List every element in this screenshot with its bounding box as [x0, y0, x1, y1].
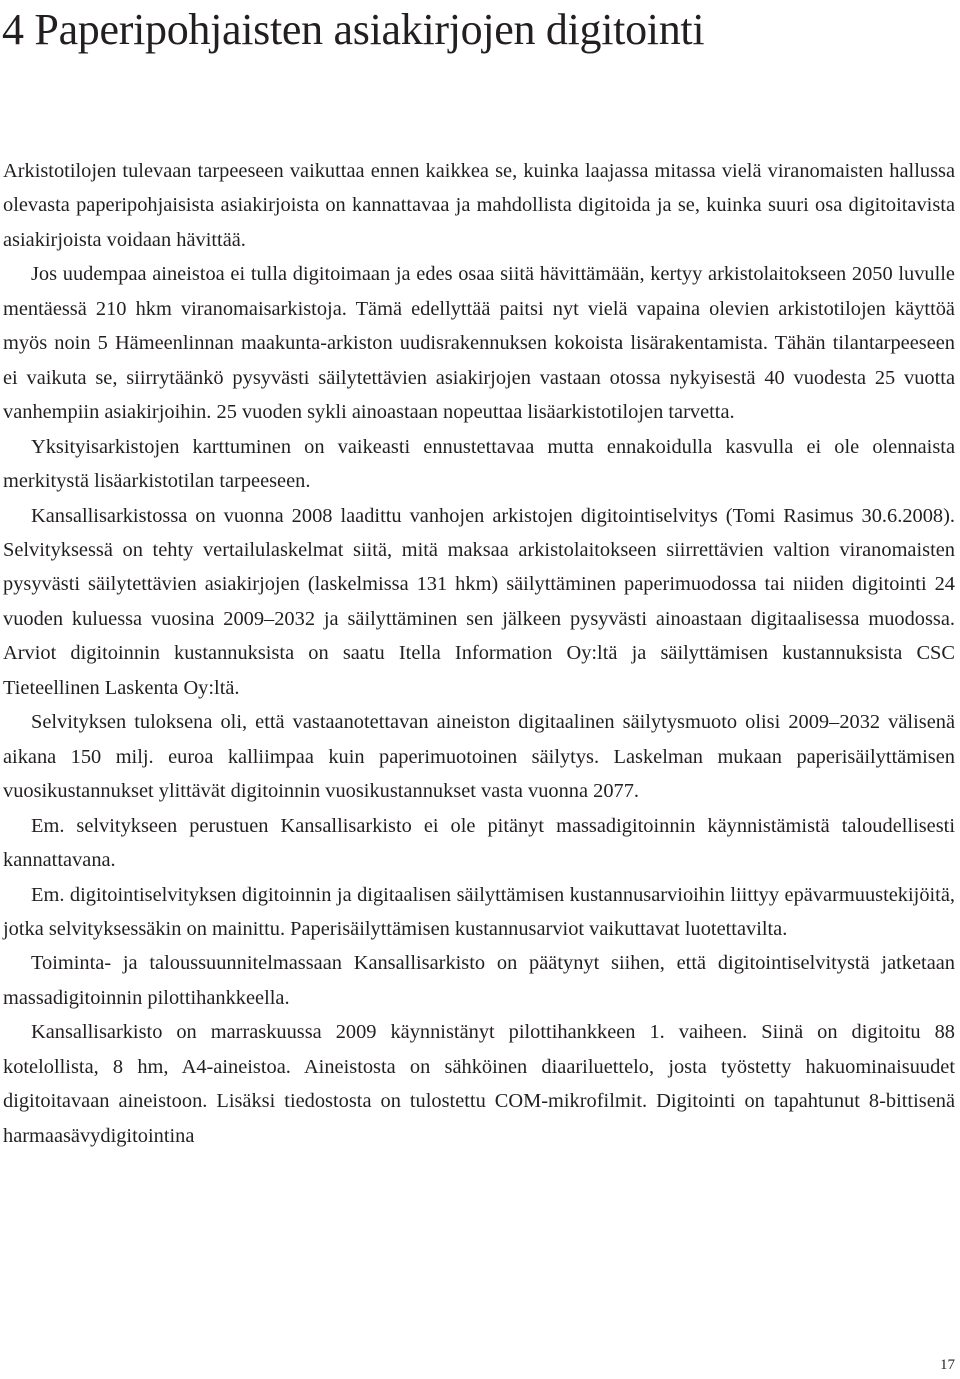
- paragraph-uncertainty: Em. digitointiselvityksen digitoinnin ja digitaalisen säilyttämisen kustannusarvioihin liittyy epävarmuustekijöitä, jotka selvityksessäkin on mainittu. Paperisäilyttämisen kustannusarviot vaikuttavat luotettavilta.: [3, 883, 955, 940]
- paragraph-private-archives: Yksityisarkistojen karttuminen on vaikeasti ennustettavaa mutta ennakoidulla kasvulla ei ole olennaista merkitystä lisäarkistotilan tarpeeseen.: [3, 435, 955, 493]
- paragraph-plan: Toiminta- ja taloussuunnitelmassaan Kansallisarkisto on päätynyt siihen, että digitointiselvitystä jatketaan massadigitoinnin pilottihankkeella.: [3, 952, 955, 1009]
- chapter-heading: 4 Paperipohjaisten asiakirjojen digitointi: [2, 5, 705, 54]
- page-number: 17: [940, 1357, 955, 1373]
- paragraph-accumulation: Jos uudempaa aineistoa ei tulla digitoimaan ja edes osaa siitä hävittämään, kertyy arkistolaitokseen 2050 luvulle mentäessä 210 hkm viranomaisarkistoja. Tämä edellyttää paitsi nyt vielä vapaina olevien arkistotilojen käyttöä myös noin 5 Hämeenlinnan maakunta-arkiston uudisrakennuksen kokoista lisärakentamista. Tähän tilantarpeeseen ei vaikuta se, siirrytäänkö pysyvästi säilytettävien asiakirjojen vastaan otossa nykyisestä 40 vuodesta 25 vuotta vanhempiin asiakirjoihin. 25 vuoden sykli ainoastaan nopeuttaa lisäarkistotilojen tarvetta.: [3, 263, 955, 424]
- paragraph-intro: Arkistotilojen tulevaan tarpeeseen vaikuttaa ennen kaikkea se, kuinka laajassa mitassa vielä viranomaisten hallussa olevasta paperipohjaisista asiakirjoista on kannattavaa ja mahdollista digitoida ja se, kuinka suuri osa digitoitavista asiakirjoista voidaan hävittää.: [3, 160, 955, 251]
- paragraph-pilot: Kansallisarkisto on marraskuussa 2009 käynnistänyt pilottihankkeen 1. vaiheen. Siinä on digitoitu 88 kotelollista, 8 hm, A4-aineistoa. Aineistosta on sähköinen diaariluettelo, josta työstetty hakuominaisuudet digitoitavaan aineistoon. Lisäksi tiedostosta on tulostettu COM-mikrofilmit. Digitointi on tapahtunut 8-bittisenä harmaasävydigitointina: [3, 1021, 955, 1147]
- paragraph-study-result: Selvityksen tuloksena oli, että vastaanotettavan aineiston digitaalinen säilytysmuoto olisi 2009–2032 välisenä aikana 150 milj. euroa kalliimpaa kuin paperimuotoinen säilytys. Laskelman mukaan paperisäilyttämisen vuosikustannukset ylittävät digitoinnin vuosikustannukset vasta vuonna 2077.: [3, 711, 955, 803]
- paragraph-decision: Em. selvitykseen perustuen Kansallisarkisto ei ole pitänyt massadigitoinnin käynnistämistä taloudellisesti kannattavana.: [3, 814, 955, 872]
- paragraph-digitization-study: Kansallisarkistossa on vuonna 2008 laadittu vanhojen arkistojen digitointiselvitys (Tomi Rasimus 30.6.2008). Selvityksessä on tehty vertailulaskelmat siitä, mitä maksaa arkistolaitokseen siirrettävien valtion viranomaisten pysyvästi säilytettävien asiakirjojen (laskelmissa 131 hkm) säilyttäminen paperimuodossa tai niiden digitointi 24 vuoden kuluessa vuosina 2009–2032 ja säilyttäminen sen jälkeen pysyvästi ainoastaan digitaalisessa muodossa. Arviot digitoinnin kustannuksista on saatu Itella Information Oy:ltä ja säilyttämisen kustannuksista CSC Tieteellinen Laskenta Oy:ltä.: [3, 504, 955, 699]
- body-text: [3, 154, 955, 1153]
